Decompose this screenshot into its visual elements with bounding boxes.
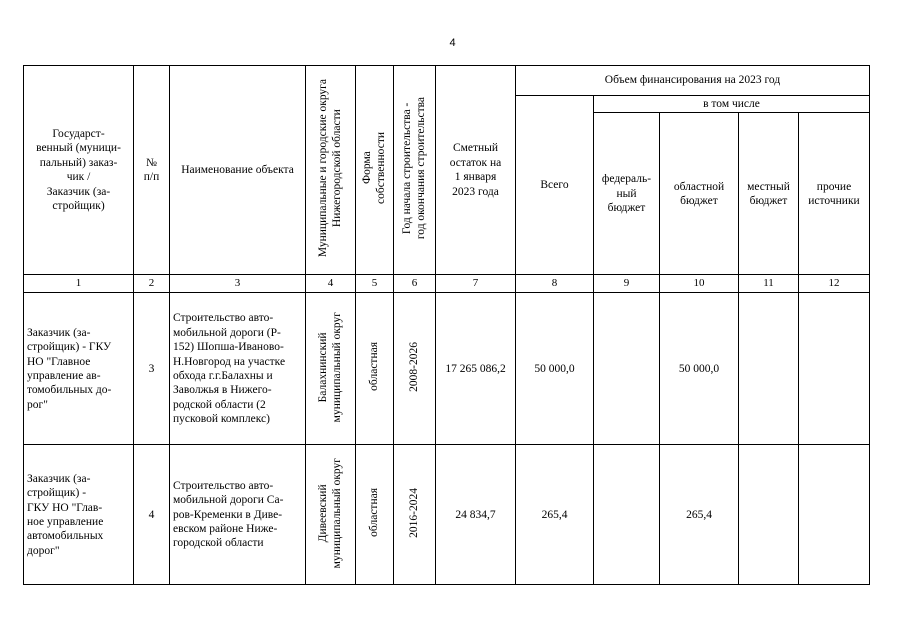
row-ownership-text: областная	[367, 342, 380, 392]
column-number: 5	[356, 275, 394, 293]
column-number: 11	[739, 275, 799, 293]
row-municipality-text: Дивеевский муниципальный округ	[316, 457, 343, 568]
row-customer: Заказчик (за- стройщик) - ГКУ НО "Главное управление ав- томобильных до- рог"	[24, 293, 134, 445]
header-ownership-text: Форма собственности	[360, 132, 387, 204]
header-estimate-balance: Сметный остаток на 1 января 2023 года	[436, 66, 516, 275]
row-years-text: 2008-2026	[407, 341, 420, 392]
row-other	[799, 293, 870, 445]
row-ownership	[356, 293, 394, 445]
row-object-name: Строительство авто- мобильной дороги Са- ров-Кременки в Диве- евском районе Ниже- городской области	[170, 445, 306, 585]
row-object-name: Строительство авто- мобильной дороги (Р- 152) Шопша-Иваново- Н.Новгород на участке обхода г.г.Балахны и Заволжья в Нижего- родской области (2 пусковой комплекс)	[170, 293, 306, 445]
row-regional: 265,4	[660, 445, 739, 585]
row-municipality-text: Балахнинский муниципальный округ	[316, 311, 343, 422]
row-years-text: 2016-2024	[407, 487, 420, 538]
row-customer: Заказчик (за- стройщик) - ГКУ НО "Глав- ное управление автомобильных дорог"	[24, 445, 134, 585]
row-federal	[594, 293, 660, 445]
column-number: 6	[394, 275, 436, 293]
row-local	[739, 445, 799, 585]
row-ownership-text: областная	[367, 488, 380, 538]
header-municipality-text: Муниципальные и городские округа Нижегородской области	[316, 78, 343, 258]
column-number: 12	[799, 275, 870, 293]
row-federal	[594, 445, 660, 585]
column-number: 7	[436, 275, 516, 293]
row-total: 50 000,0	[516, 293, 594, 445]
header-including: в том числе	[594, 96, 870, 113]
row-estimate-balance: 17 265 086,2	[436, 293, 516, 445]
header-local: местный бюджет	[739, 113, 799, 275]
row-number: 3	[134, 293, 170, 445]
row-years	[394, 445, 436, 585]
header-financing-title: Объем финансирования на 2023 год	[516, 66, 870, 96]
header-number: № п/п	[134, 66, 170, 275]
row-other	[799, 445, 870, 585]
header-ownership	[356, 66, 394, 275]
header-total: Всего	[516, 96, 594, 275]
row-municipality	[306, 445, 356, 585]
column-number: 1	[24, 275, 134, 293]
header-customer: Государст- венный (муници- пальный) заказ- чик / Заказчик (за- стройщик)	[24, 66, 134, 275]
header-federal: федераль- ный бюджет	[594, 113, 660, 275]
column-number: 4	[306, 275, 356, 293]
financing-table	[23, 65, 870, 585]
row-number: 4	[134, 445, 170, 585]
header-other: прочие источники	[799, 113, 870, 275]
column-number: 10	[660, 275, 739, 293]
row-total: 265,4	[516, 445, 594, 585]
header-regional: областной бюджет	[660, 113, 739, 275]
column-number-row	[24, 275, 870, 293]
header-years	[394, 66, 436, 275]
row-ownership	[356, 445, 394, 585]
column-number: 3	[170, 275, 306, 293]
row-local	[739, 293, 799, 445]
table-row	[24, 293, 870, 445]
row-estimate-balance: 24 834,7	[436, 445, 516, 585]
row-years	[394, 293, 436, 445]
column-number: 8	[516, 275, 594, 293]
table-row	[24, 445, 870, 585]
header-object-name: Наименование объекта	[170, 66, 306, 275]
page-number: 4	[449, 37, 456, 49]
header-years-text: Год начала строительства - год окончания строительства	[400, 96, 427, 240]
column-number: 9	[594, 275, 660, 293]
header-municipality	[306, 66, 356, 275]
row-regional: 50 000,0	[660, 293, 739, 445]
row-municipality	[306, 293, 356, 445]
column-number: 2	[134, 275, 170, 293]
